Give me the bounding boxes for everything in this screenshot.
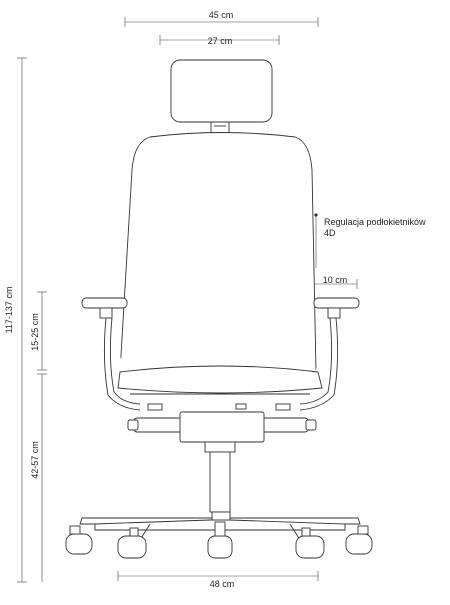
callout-line2: 4D: [324, 228, 336, 238]
base-width-label: 48 cm: [209, 579, 235, 589]
armrest-height-label: 15-25 cm: [30, 313, 40, 351]
backrest: [120, 133, 316, 376]
callout-line1: Regulacja podłokietników: [324, 217, 426, 227]
caster-left-inner: [118, 528, 146, 558]
seat: [118, 366, 322, 410]
dimension-armrest-travel: [313, 275, 357, 289]
dimension-headrest-width: [160, 35, 279, 46]
tilt-mechanism: [128, 412, 316, 452]
gas-lift-column: [210, 452, 230, 522]
armrest-adjustment-callout: [314, 213, 426, 268]
dimension-armrest-height: [30, 292, 47, 370]
dimension-total-height: [4, 58, 27, 582]
seat-height-label: 42-57 cm: [30, 441, 40, 479]
dimension-base-width: [118, 571, 318, 589]
caster-left-outer: [66, 526, 92, 554]
armrest-travel-label: 10 cm: [322, 275, 348, 285]
overall-width-label: 45 cm: [208, 10, 234, 20]
headrest-width-label: 27 cm: [207, 36, 233, 46]
caster-right-inner: [296, 528, 324, 558]
headrest: [171, 60, 272, 134]
dimension-seat-height: [30, 374, 47, 582]
caster-right-outer: [346, 526, 372, 554]
total-height-label: 117-137 cm: [4, 286, 14, 334]
dimension-overall-width: [125, 10, 318, 27]
